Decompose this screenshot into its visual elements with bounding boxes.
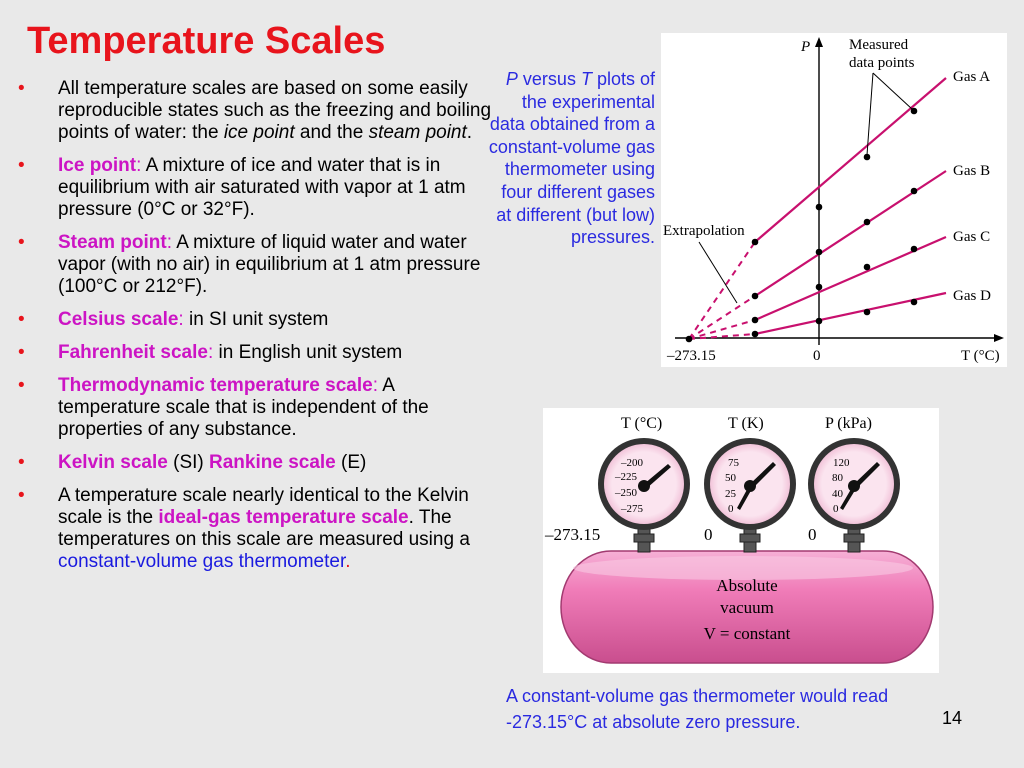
term: Celsius scale [58,309,179,330]
gauge-tick: –200 [621,457,643,469]
bullet-item [18,232,496,298]
text: versus [517,69,581,89]
gas-b-line [755,171,946,296]
bullet-item [18,342,496,364]
reading-pressure: 0 [808,525,817,544]
colon: : [178,309,184,330]
gauge-tick: –250 [615,487,637,499]
gauge-tick: 120 [833,457,850,469]
x-tick-label: 0 [813,348,821,364]
tank-label: V = constant [703,624,791,643]
gas-label: Gas A [953,69,991,85]
term: ideal-gas temperature scale [158,507,409,528]
y-axis-label: P [801,39,811,55]
bullet-icon: • [18,375,25,396]
annotation-leader [873,73,912,109]
text: All temperature scales are based on some easily reproducible states such as the freezing and boiling points of water: the [58,78,492,143]
term: Steam point [58,232,167,253]
graph-caption [482,68,655,249]
reading-celsius: –273.15 [545,525,601,544]
kelvin-gauge [704,438,796,530]
text: . The temperatures on this scale are measured using a [58,507,470,550]
bullet-item [18,78,496,144]
gauge-tick: 0 [728,503,734,515]
colon: : [372,375,378,396]
x-axis-label: T (°C) [961,348,1000,364]
text: and the [294,122,369,143]
bullet-icon: • [18,155,25,176]
t-symbol: T [580,69,592,89]
tank-label: Absolute [716,576,778,595]
bullet-item [18,155,496,221]
x-tick-label: –273.15 [667,348,716,364]
gauge-tick: 40 [832,488,843,500]
gas-d-line [755,293,946,334]
gauge-tick: 75 [728,457,739,469]
gas-label: Gas D [953,288,991,304]
pressure-temperature-figure [661,33,1007,367]
bullet-item [18,375,496,441]
bullet-item [18,485,496,573]
bullet-icon: • [18,78,25,99]
tank-label: vacuum [720,598,774,617]
bullet-item [18,452,496,474]
text: A mixture of ice and water that is in equilibrium with air saturated with vapor at 1 atm pressure (0°C or 32°F). [58,155,466,220]
text: in SI unit system [183,309,329,330]
emphasis: steam point [368,122,467,143]
text: . [466,122,473,143]
gas-label: Gas C [953,229,991,245]
gauge-tick: 80 [832,472,843,484]
colon: : [166,232,173,253]
bullet-icon: • [18,309,25,330]
text: A mixture of liquid water and water vapor (with no air) in equilibrium at 1 atm pressure (100°C or 212°F). [58,232,481,297]
text: in English unit system [213,342,403,363]
gauge-title: T (K) [728,415,764,432]
thermometer-caption: A constant-volume gas thermometer would read -273.15°C at absolute zero pressure. [506,686,889,732]
gas-a-line [755,78,946,242]
pressure-gauge [808,438,900,530]
bullet-item [18,309,496,331]
text: (E) [335,452,367,473]
term: Rankine scale [209,452,336,473]
page-number: 14 [942,708,963,728]
period: . [345,551,351,572]
bullet-icon: • [18,232,25,253]
gauge-tick: 50 [725,472,736,484]
pt-graph [661,33,1007,367]
bullet-icon: • [18,485,25,506]
thermometer-illustration [543,408,939,673]
colon: : [207,342,214,363]
term: Kelvin scale [58,452,168,473]
bullet-icon: • [18,342,25,363]
gauge-tick: 25 [725,488,736,500]
gas-label: Gas B [953,163,991,179]
gas-thermometer-figure [543,408,939,673]
text: A temperature scale that is independent of the properties of any substance. [58,375,429,440]
x-axis-arrow [994,334,1004,342]
celsius-gauge [598,438,690,530]
gauge-tick: –275 [621,503,643,515]
annotation-leader [699,242,737,303]
term: Thermodynamic temperature scale [58,375,373,396]
measured-label: Measured [849,37,909,53]
text: plots of the experimental data obtained from a constant-volume gas thermometer using four different gases at different (but low) pressures. [488,69,655,248]
extrapolation-lines [689,242,755,339]
text: (SI) [167,452,210,473]
measured-label: data points [849,55,915,71]
y-axis-arrow [815,37,823,47]
extrapolation-label: Extrapolation [663,223,745,239]
gauge-title: P (kPa) [825,415,872,432]
term: Ice point [58,155,137,176]
gauge-tick: –225 [615,471,637,483]
link-text: constant-volume gas thermometer [58,551,346,572]
gauge-tick: 0 [833,503,839,515]
term: Fahrenheit scale [58,342,208,363]
bullet-list [18,78,496,584]
reading-kelvin: 0 [704,525,713,544]
gas-lines [755,78,946,334]
emphasis: ice point [223,122,295,143]
slide-title: Temperature Scales [27,20,386,62]
bullet-icon: • [18,452,25,473]
p-symbol: P [505,69,518,89]
text: A temperature scale nearly identical to the Kelvin scale is the [58,485,469,528]
colon: : [136,155,142,176]
gauge-title: T (°C) [621,415,663,432]
